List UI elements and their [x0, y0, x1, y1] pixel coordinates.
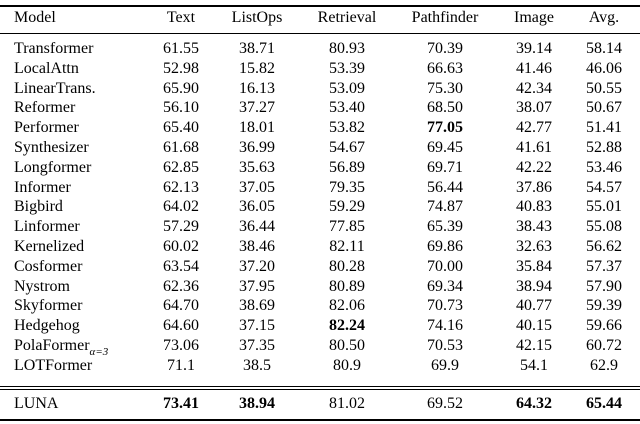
separator-rule-2	[0, 389, 640, 390]
score-cell: 54.57	[586, 178, 622, 196]
score-cell: 52.88	[586, 139, 622, 156]
model-name: Hedgehog	[14, 317, 80, 335]
column-header: Image	[514, 9, 554, 26]
score-cell: 69.86	[427, 238, 463, 255]
score-cell: 57.90	[586, 277, 622, 295]
column-header: Avg.	[588, 9, 620, 26]
score-cell: 81.02	[329, 395, 365, 412]
score-cell: 50.67	[586, 99, 622, 117]
score-cell: 36.44	[239, 218, 275, 236]
score-cell: 70.00	[427, 257, 463, 275]
model-name: Nystrom	[14, 277, 70, 295]
column-header: Text	[166, 9, 196, 26]
score-cell: 54.67	[329, 139, 365, 156]
score-cell: 82.24	[329, 317, 365, 335]
score-cell: 38.94	[516, 277, 552, 295]
column-header: ListOps	[231, 9, 283, 26]
table-row	[0, 98, 640, 118]
top-rule	[0, 5, 640, 7]
model-subscript: α=3	[89, 346, 109, 358]
score-cell: 53.09	[329, 79, 365, 97]
score-cell: 62.36	[163, 277, 199, 295]
score-cell: 50.55	[586, 79, 622, 97]
header-row	[0, 8, 640, 28]
score-cell: 41.46	[516, 59, 552, 77]
score-cell: 71.1	[167, 356, 195, 374]
score-cell: 75.30	[427, 79, 463, 97]
model-name: LocalAttn	[14, 59, 79, 77]
score-cell: 42.34	[516, 79, 552, 97]
score-cell: 39.14	[516, 40, 552, 57]
score-cell: 32.63	[516, 238, 552, 255]
table-row	[0, 178, 640, 198]
model-name: Synthesizer	[14, 139, 89, 156]
table-row	[0, 296, 640, 316]
score-cell: 38.71	[239, 40, 275, 57]
column-header: Retrieval	[317, 9, 377, 26]
score-cell: 37.20	[239, 257, 275, 275]
score-cell: 53.46	[586, 158, 622, 176]
score-cell: 53.39	[329, 59, 365, 77]
model-name: Performer	[14, 119, 79, 137]
table-row	[0, 237, 640, 257]
score-cell: 65.40	[163, 119, 199, 137]
model-name: LUNA	[14, 395, 59, 412]
score-cell: 37.86	[516, 178, 552, 196]
score-cell: 38.69	[239, 297, 275, 315]
score-cell: 16.13	[239, 79, 275, 97]
score-cell: 35.63	[239, 158, 275, 176]
score-cell: 56.89	[329, 158, 365, 176]
score-cell: 69.52	[427, 395, 463, 412]
table-row	[0, 217, 640, 237]
score-cell: 61.68	[163, 139, 199, 156]
column-header: Pathfinder	[411, 9, 479, 26]
score-cell: 40.83	[516, 198, 552, 216]
score-cell: 41.61	[516, 139, 552, 156]
table-row	[0, 158, 640, 178]
model-name: LOTFormer	[14, 356, 93, 374]
score-cell: 52.98	[163, 59, 199, 77]
model-name: Linformer	[14, 218, 80, 236]
table-row	[0, 197, 640, 217]
score-cell: 69.34	[427, 277, 463, 295]
score-cell: 64.60	[163, 317, 199, 335]
score-cell: 56.62	[586, 238, 622, 255]
score-cell: 66.63	[427, 59, 463, 77]
score-cell: 80.50	[329, 337, 365, 354]
score-cell: 40.15	[516, 317, 552, 335]
score-cell: 18.01	[239, 119, 275, 137]
table-row	[0, 118, 640, 138]
model-name: Longformer	[14, 158, 92, 176]
score-cell: 64.02	[163, 198, 199, 216]
model-name: Kernelized	[14, 238, 85, 255]
score-cell: 54.1	[520, 356, 548, 374]
score-cell: 59.39	[586, 297, 622, 315]
score-cell: 56.44	[427, 178, 463, 196]
score-cell: 55.01	[586, 198, 622, 216]
table-row	[0, 79, 640, 99]
column-header: Model	[14, 9, 56, 26]
score-cell: 62.9	[590, 356, 618, 374]
score-cell: 69.45	[427, 139, 463, 156]
header-rule	[0, 33, 640, 34]
score-cell: 61.55	[163, 40, 199, 57]
table-row	[0, 336, 640, 356]
score-cell: 82.11	[329, 238, 365, 255]
score-cell: 59.29	[329, 198, 365, 216]
score-cell: 46.06	[586, 59, 622, 77]
score-cell: 53.40	[329, 99, 365, 117]
score-cell: 56.10	[163, 99, 199, 117]
score-cell: 74.16	[427, 317, 463, 335]
score-cell: 38.94	[239, 395, 275, 412]
score-cell: 65.44	[586, 395, 622, 412]
score-cell: 38.5	[243, 356, 271, 374]
score-cell: 42.15	[516, 337, 552, 354]
score-cell: 38.43	[516, 218, 552, 236]
score-cell: 62.13	[163, 178, 199, 196]
score-cell: 82.06	[329, 297, 365, 315]
score-cell: 73.06	[163, 337, 199, 354]
model-name: Reformer	[14, 99, 76, 117]
score-cell: 77.05	[427, 119, 463, 137]
score-cell: 63.54	[163, 257, 199, 275]
table-row	[0, 138, 640, 158]
table-row	[0, 316, 640, 336]
score-cell: 55.08	[586, 218, 622, 236]
score-cell: 69.71	[427, 158, 463, 176]
score-cell: 77.85	[329, 218, 365, 236]
score-cell: 42.77	[516, 119, 552, 137]
bottom-rule	[0, 419, 640, 421]
score-cell: 60.02	[163, 238, 199, 255]
score-cell: 15.82	[239, 59, 275, 77]
score-cell: 65.90	[163, 79, 199, 97]
score-cell: 62.85	[163, 158, 199, 176]
model-name: PolaFormer$_{\alpha=3}$	[14, 337, 109, 358]
score-cell: 38.46	[239, 238, 275, 255]
score-cell: 80.28	[329, 257, 365, 275]
score-cell: 57.29	[163, 218, 199, 236]
model-name: LinearTrans.	[14, 79, 96, 97]
table-row	[0, 257, 640, 277]
score-cell: 80.9	[333, 356, 361, 374]
model-name: Informer	[14, 178, 71, 196]
score-cell: 64.70	[163, 297, 199, 315]
score-cell: 51.41	[586, 119, 622, 137]
score-cell: 38.07	[516, 99, 552, 117]
score-cell: 40.77	[516, 297, 552, 315]
model-name: Cosformer	[14, 257, 83, 275]
score-cell: 59.66	[586, 317, 622, 335]
table-row	[0, 39, 640, 59]
score-cell: 58.14	[586, 40, 622, 57]
table-row	[0, 356, 640, 376]
score-cell: 60.72	[586, 337, 622, 354]
score-cell: 79.35	[329, 178, 365, 196]
model-name: Bigbird	[14, 198, 63, 216]
score-cell: 36.99	[239, 139, 275, 156]
score-cell: 37.27	[239, 99, 275, 117]
table-row	[0, 277, 640, 297]
model-name: Transformer	[14, 40, 94, 57]
score-cell: 73.41	[163, 395, 199, 412]
score-cell: 68.50	[427, 99, 463, 117]
separator-rule	[0, 386, 640, 387]
score-cell: 36.05	[239, 198, 275, 216]
score-cell: 70.39	[427, 40, 463, 57]
score-cell: 37.15	[239, 317, 275, 335]
score-cell: 37.05	[239, 178, 275, 196]
score-cell: 42.22	[516, 158, 552, 176]
final-row	[0, 394, 640, 414]
score-cell: 35.84	[516, 257, 552, 275]
table-row	[0, 59, 640, 79]
score-cell: 74.87	[427, 198, 463, 216]
score-cell: 70.73	[427, 297, 463, 315]
score-cell: 57.37	[586, 257, 622, 275]
score-cell: 37.35	[239, 337, 275, 354]
score-cell: 64.32	[516, 395, 552, 412]
score-cell: 80.89	[329, 277, 365, 295]
score-cell: 69.9	[431, 356, 459, 374]
score-cell: 37.95	[239, 277, 275, 295]
score-cell: 80.93	[329, 40, 365, 57]
score-cell: 70.53	[427, 337, 463, 354]
model-name: Skyformer	[14, 297, 83, 315]
score-cell: 65.39	[427, 218, 463, 236]
score-cell: 53.82	[329, 119, 365, 137]
